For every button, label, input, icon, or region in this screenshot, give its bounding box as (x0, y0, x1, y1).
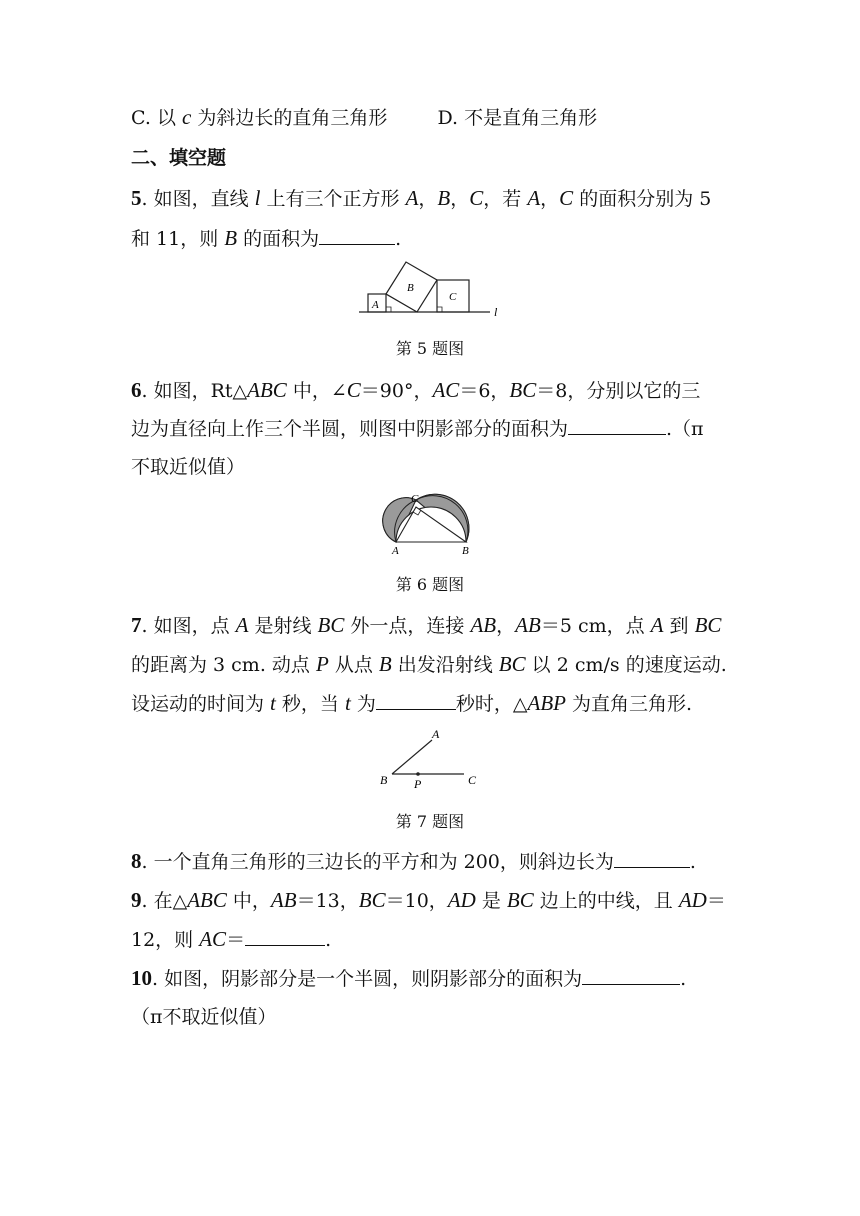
q7-text: 从点 (328, 654, 379, 676)
q6-line3: 不取近似值） (131, 456, 246, 478)
q9-text: 是 (475, 890, 507, 912)
q6-text: ＝6， (459, 380, 510, 402)
q7-text: 的距离为 3 cm. 动点 (131, 654, 316, 676)
q7-var: BC (498, 652, 526, 676)
q8-text: . 一个直角三角形的三边长的平方和为 200，则斜边长为 (141, 851, 614, 873)
q5-var: B (437, 186, 451, 210)
q5-var: l (254, 186, 261, 210)
option-c-suffix: 为斜边长的直角三角形 (191, 107, 388, 129)
q5-answer-blank[interactable] (319, 226, 395, 245)
q7-text: ， (496, 615, 516, 637)
q5-text: ，若 (483, 188, 528, 210)
q5-text: 的面积分别为 5 (573, 188, 712, 210)
q7-var: A (650, 613, 664, 637)
q7-point-p (416, 772, 420, 776)
q7-line3 (131, 691, 692, 716)
q8-text: . (689, 851, 696, 873)
q6-label-b: B (462, 545, 469, 557)
q6-answer-blank[interactable] (568, 416, 666, 435)
q7-var: t (344, 691, 351, 715)
q5-var: C (559, 186, 574, 210)
option-c-prefix: C. 以 (131, 107, 182, 129)
section-heading: 二、填空题 (131, 147, 227, 169)
q6-figure (382, 490, 482, 558)
q5-right-angle-mark (386, 307, 391, 312)
q9-line1 (131, 888, 726, 913)
q7-segment-ab (392, 740, 432, 774)
q9-text: . (325, 929, 332, 951)
q7-text: ＝5 cm，点 (540, 615, 651, 637)
q7-label-b: B (380, 773, 388, 787)
q5-line2 (131, 226, 401, 251)
q7-answer-blank[interactable] (376, 691, 456, 710)
q7-var: ABP (527, 691, 566, 715)
q6-caption: 第 6 题图 (395, 575, 465, 594)
q7-label-c: C (468, 773, 477, 787)
option-c-var: c (181, 105, 192, 129)
q6-line2 (131, 416, 704, 441)
q7-var: BC (317, 613, 345, 637)
q5-figure (355, 258, 505, 318)
q5-text: ， (450, 188, 470, 210)
q5-text: 上有三个正方形 (260, 188, 406, 210)
q7-number: 7 (131, 613, 142, 637)
q6-text: ＝90°， (360, 380, 433, 402)
q10-answer-blank[interactable] (582, 966, 680, 985)
q7-text: 外一点，连接 (344, 615, 471, 637)
q10-line2: （π不取近似值） (131, 1006, 277, 1028)
q5-var: C (469, 186, 484, 210)
q9-var: AB (270, 888, 297, 912)
q7-text: 是射线 (248, 615, 318, 637)
q5-text: ， (540, 188, 560, 210)
q5-label-c: C (449, 291, 457, 303)
q8-answer-blank[interactable] (614, 849, 690, 868)
q7-text: 设运动的时间为 (131, 693, 271, 715)
q7-figure (378, 726, 488, 796)
q7-var: B (378, 652, 392, 676)
q6-text: .（π (666, 418, 704, 440)
q7-var: AB (470, 613, 497, 637)
q9-text: 边上的中线，且 (533, 890, 679, 912)
q9-var: AC (199, 927, 227, 951)
q5-number: 5 (131, 186, 142, 210)
q7-var: BC (694, 613, 722, 637)
q5-text: ， (418, 188, 438, 210)
q10-text: . (680, 968, 687, 990)
q9-text: ＝ (706, 890, 726, 912)
q6-number: 6 (131, 378, 142, 402)
q7-text: 为 (350, 693, 376, 715)
q7-line2 (131, 652, 727, 677)
q6-label-c: C (411, 493, 419, 505)
q7-line1 (131, 613, 721, 638)
q7-label-p: P (414, 777, 422, 791)
q6-text: . 如图，Rt△ (141, 380, 248, 402)
q9-text: 中， (226, 890, 271, 912)
q7-label-a: A (432, 727, 440, 741)
q9-text: ＝ (226, 929, 246, 951)
q9-var: AD (678, 888, 707, 912)
q8-line (131, 849, 696, 874)
q10-text: . 如图，阴影部分是一个半圆，则阴影部分的面积为 (152, 968, 583, 990)
q7-caption: 第 7 题图 (395, 812, 465, 831)
q5-text: 的面积为 (237, 228, 320, 250)
options-line (131, 105, 597, 130)
q9-var: BC (506, 888, 534, 912)
q7-var: t (270, 691, 276, 715)
q9-text: 12，则 (131, 929, 200, 951)
q9-text: . 在△ (141, 890, 188, 912)
q5-right-angle-mark (437, 307, 442, 312)
q6-text: 边为直径向上作三个半圆，则图中阴影部分的面积为 (131, 418, 569, 440)
q10-number: 10 (131, 966, 152, 990)
q7-text: . 如图，点 (141, 615, 236, 637)
q7-text: 以 2 cm/s 的速度运动. (525, 654, 727, 676)
q5-var: B (224, 226, 238, 250)
q5-line1 (131, 186, 711, 211)
q9-text: ＝10， (385, 890, 448, 912)
option-d-text: D. 不是直角三角形 (437, 107, 598, 129)
q5-text: . (395, 228, 402, 250)
q5-caption: 第 5 题图 (395, 339, 465, 358)
q6-var: C (346, 378, 361, 402)
q9-text: ＝13， (296, 890, 359, 912)
q6-var: ABC (247, 378, 287, 402)
q7-var: AB (515, 613, 541, 637)
q5-var: A (405, 186, 419, 210)
q5-label-b: B (407, 282, 414, 294)
q9-number: 9 (131, 888, 142, 912)
q10-line1 (131, 966, 686, 991)
q6-text: 中，∠ (286, 380, 347, 402)
q9-var: ABC (187, 888, 227, 912)
q5-text: . 如图，直线 (141, 188, 255, 210)
q6-var: BC (509, 378, 537, 402)
q5-label-l: l (494, 305, 498, 318)
q7-text: 到 (663, 615, 695, 637)
q7-var: A (235, 613, 249, 637)
q6-label-a: A (392, 545, 399, 557)
q5-var: A (527, 186, 541, 210)
q6-line1 (131, 378, 700, 403)
q7-text: 秒，当 (275, 693, 345, 715)
q9-answer-blank[interactable] (245, 927, 325, 946)
q7-text: 秒时，△ (455, 693, 528, 715)
q9-line2 (131, 927, 331, 952)
q8-number: 8 (131, 849, 142, 873)
q7-text: 出发沿射线 (391, 654, 499, 676)
q6-var: AC (432, 378, 460, 402)
q9-var: AD (447, 888, 476, 912)
q6-text: ＝8，分别以它的三 (536, 380, 701, 402)
q5-text: 和 11，则 (131, 228, 225, 250)
q9-var: BC (358, 888, 386, 912)
q5-label-a: A (372, 299, 379, 311)
q7-text: 为直角三角形. (565, 693, 693, 715)
q7-var: P (315, 652, 329, 676)
